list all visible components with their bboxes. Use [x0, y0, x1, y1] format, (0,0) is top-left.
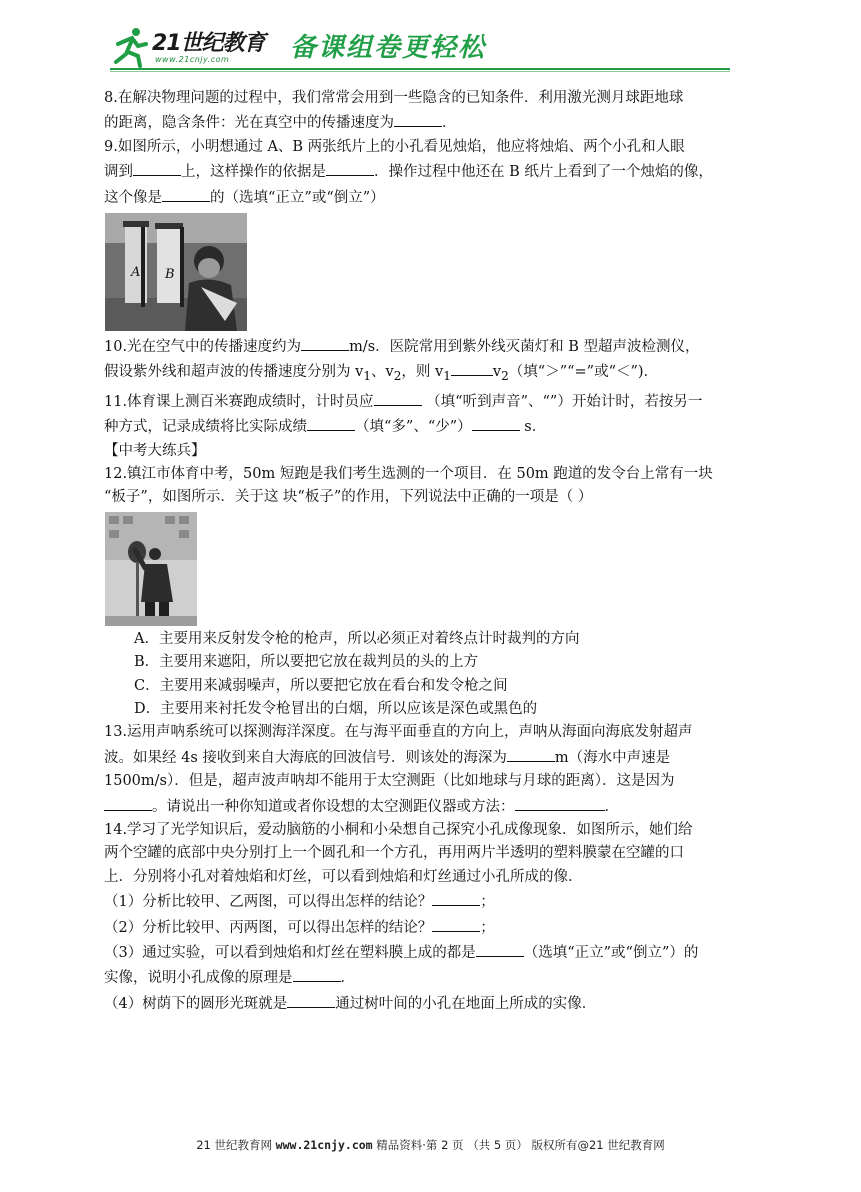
- paper-label-b: B: [165, 267, 175, 283]
- runner-logo-icon: [108, 26, 150, 68]
- answer-blank: [476, 940, 524, 957]
- answer-blank: [507, 745, 555, 762]
- question-14-part-4: （4）树荫下的圆形光斑就是 通过树叶间的小孔在地面上所成的实像．: [104, 991, 759, 1016]
- header-slogan: 备课组卷更轻松: [290, 33, 487, 63]
- answer-blank: [394, 110, 442, 127]
- page-header: [100, 22, 730, 72]
- answer-blank: [133, 159, 181, 176]
- option-d: D．主要用来衬托发令枪冒出的白烟，所以应该是深色或黑色的: [134, 700, 538, 717]
- pinhole-photo-drawing: [105, 213, 247, 331]
- answer-blank: [432, 889, 480, 906]
- question-14-part-3: （3）通过实验，可以看到烛焰和灯丝在塑料膜上成的都是 （选填“正立”或“倒立”）的 实像，说明小孔成像的原理是 ．: [104, 940, 759, 991]
- header-divider: [110, 68, 730, 70]
- option-c: C．主要用来减弱噪声，所以要把它放在看台和发令枪之间: [134, 677, 508, 694]
- answer-blank: [162, 185, 210, 202]
- question-14: 14.学习了光学知识后，爱动脑筋的小桐和小朵想自己探究小孔成像现象．如图所示，她们给 两个空罐的底部中央分别打上一个圆孔和一个方孔，再用两片半透明的塑料膜蒙在空罐的口 上．分别将小孔对着烛焰和灯丝，可以看到烛焰和灯丝通过小孔所成的像．: [104, 822, 693, 885]
- question-12: 12.镇江市体育中考，50m 短跑是我们考生选测的一个项目．在 50m 跑道的发令台上常有一块 “板子”，如图所示．关于这 块“板子”的作用，下列说法中正确的一项是（ ）: [104, 465, 713, 506]
- answer-blank: [307, 414, 355, 431]
- question-14-part-2: （2）分析比较甲、丙两图，可以得出怎样的结论？ ；: [104, 915, 759, 940]
- answer-blank: [472, 414, 520, 431]
- answer-blank: [326, 159, 374, 176]
- answer-blank: [301, 334, 349, 351]
- section-title: 【中考大练兵】: [104, 442, 206, 459]
- question-13: 13.运用声呐系统可以探测海洋深度。在与海平面垂直的方向上，声呐从海面向海底发射超声 波。如果经 4s 接收到来自大海底的回波信号．则该处的海深为 m（海水中声速是 1500m/s）．但是，超声波声呐却不能用于太空测距（比如地球与月球的距离）．这是因为 。请说出一种你知道或者你设想的太空测距仪器或方法： ．: [104, 724, 693, 815]
- question-8: 8.在解决物理问题的过程中，我们常常会用到一些隐含的已知条件．利用激光测月球距地球 的距离，隐含条件：光在真空中的传播速度为 ．: [104, 90, 684, 132]
- starting-board-drawing: [105, 512, 197, 626]
- header-divider-thin: [110, 71, 730, 72]
- logo-url: www.21cnjy.com: [155, 55, 230, 64]
- answer-blank: [293, 965, 341, 982]
- footer-left: 21 世纪教育网: [196, 1138, 276, 1152]
- option-a: A．主要用来反射发令枪的枪声，所以必须正对着终点计时裁判的方向: [134, 630, 580, 647]
- footer-right: 精品资料·第 2 页 （共 5 页） 版权所有@21 世纪教育网: [372, 1138, 665, 1152]
- question-9: 9.如图所示，小明想通过 A、B 两张纸片上的小孔看见烛焰，他应将烛焰、两个小孔和人眼 调到 上，这样操作的依据是 ．操作过程中他还在 B 纸片上看到了一个烛焰的像， 这个像是 的（选填“正立”或“倒立”）: [104, 138, 713, 206]
- answer-blank: [104, 794, 152, 811]
- answer-blank: [515, 794, 605, 811]
- document-body: [104, 87, 759, 1016]
- pinhole-experiment-photo: [105, 213, 247, 331]
- answer-blank: [451, 359, 493, 376]
- answer-blank: [374, 389, 422, 406]
- paper-label-a: A: [131, 265, 141, 281]
- question-14-part-1: （1）分析比较甲、乙两图，可以得出怎样的结论？ ；: [104, 889, 759, 914]
- answer-blank: [287, 991, 335, 1008]
- starting-board-photo: [105, 512, 197, 626]
- question-10: 10.光在空气中的传播速度约为 m/s．医院常用到紫外线灭菌灯和 B 型超声波检测仪， 假设紫外线和超声波的传播速度分别为 $v_1$、$v_2$，则 $v_1$ $v_2$（填“＞”“=”或“＜”)．: [104, 334, 759, 389]
- option-b: B．主要用来遮阳，所以要把它放在裁判员的头的上方: [134, 654, 479, 671]
- footer-url: www.21cnjy.com: [275, 1138, 373, 1152]
- question-11: 11.体育课上测百米赛跑成绩时，计时员应 （填“听到声音”、“”）开始计时，若按另一 种方式，记录成绩将比实际成绩 （填“多”、“少”） s．: [104, 389, 759, 440]
- page-footer: [0, 1137, 861, 1153]
- answer-blank: [432, 915, 480, 932]
- logo-text: 21世纪教育: [152, 31, 265, 56]
